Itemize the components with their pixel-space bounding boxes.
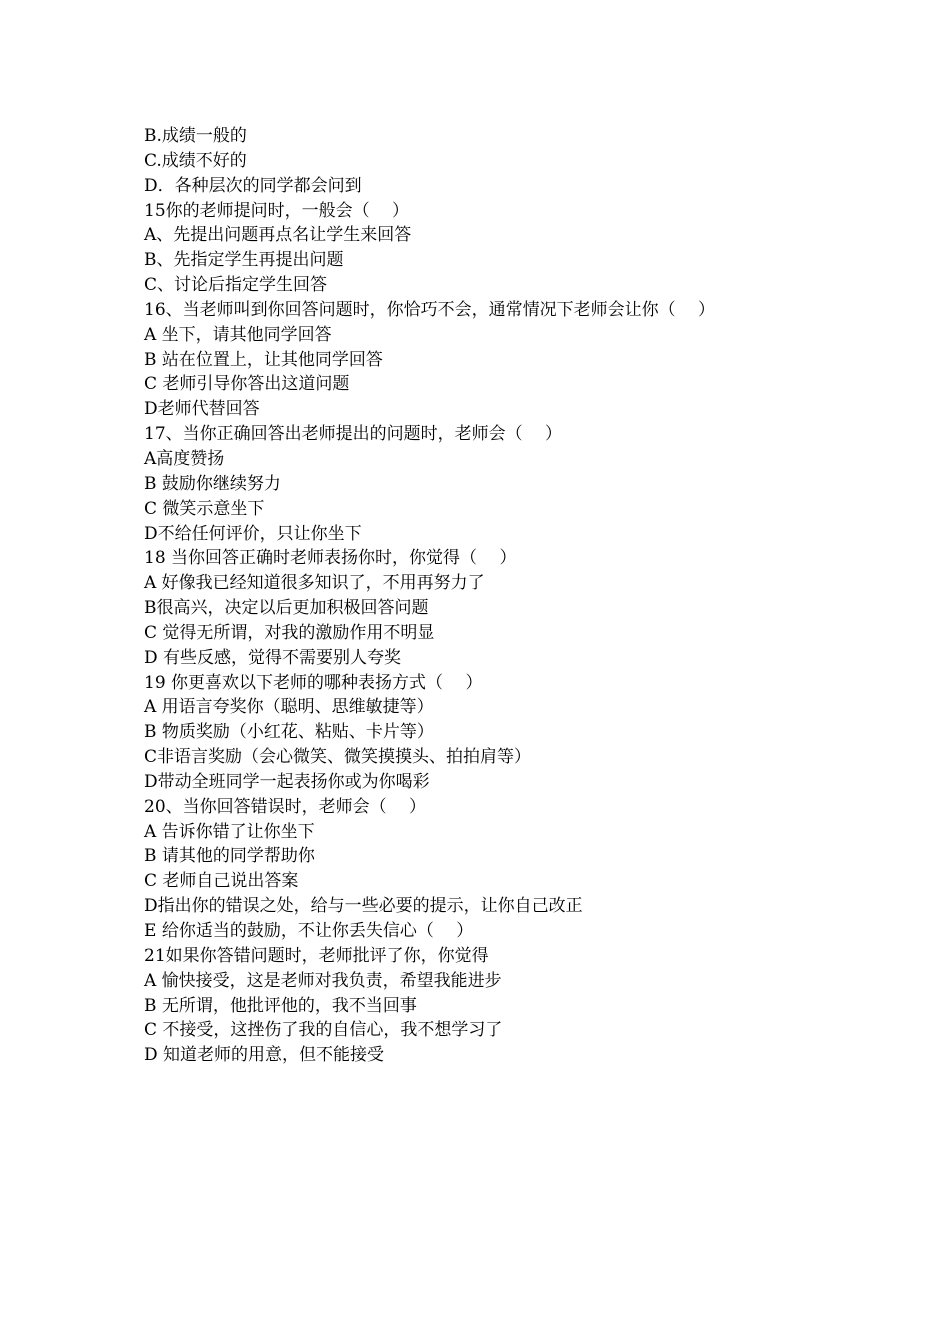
text-line: C 觉得无所谓，对我的激励作用不明显 bbox=[144, 622, 435, 643]
text-line: A、先提出问题再点名让学生来回答 bbox=[144, 225, 412, 246]
question-line: 16、当老师叫到你回答问题时，你恰巧不会，通常情况下老师会让你（ ） bbox=[144, 299, 716, 320]
text-line: A 愉快接受，这是老师对我负责，希望我能进步 bbox=[144, 970, 502, 991]
text-line: D 知道老师的用意，但不能接受 bbox=[144, 1045, 385, 1066]
question-line: 20、当你回答错误时，老师会（ ） bbox=[144, 796, 427, 817]
text-line: B 鼓励你继续努力 bbox=[144, 473, 281, 494]
questionnaire-text bbox=[144, 124, 824, 1068]
question-line: 19 你更喜欢以下老师的哪种表扬方式（ ） bbox=[144, 672, 483, 693]
text-line: C 微笑示意坐下 bbox=[144, 498, 265, 519]
text-line: C.成绩不好的 bbox=[144, 150, 247, 171]
question-line: 17、当你正确回答出老师提出的问题时，老师会（ ） bbox=[144, 424, 563, 445]
text-line: A 坐下，请其他同学回答 bbox=[144, 324, 332, 345]
text-line: C 老师引导你答出这道问题 bbox=[144, 374, 350, 395]
text-line: D指出你的错误之处，给与一些必要的提示，让你自己改正 bbox=[144, 896, 583, 917]
text-line: B很高兴，决定以后更加积极回答问题 bbox=[144, 598, 429, 619]
text-line: B、先指定学生再提出问题 bbox=[144, 250, 344, 271]
text-line: B 物质奖励（小红花、粘贴、卡片等） bbox=[144, 722, 434, 743]
text-line: A 用语言夸奖你（聪明、思维敏捷等） bbox=[144, 697, 434, 718]
text-line: B 无所谓，他批评他的，我不当回事 bbox=[144, 995, 417, 1016]
text-line: B 请其他的同学帮助你 bbox=[144, 846, 315, 867]
text-line: B 站在位置上，让其他同学回答 bbox=[144, 349, 383, 370]
text-line: D不给任何评价，只让你坐下 bbox=[144, 523, 362, 544]
text-line: A 好像我已经知道很多知识了，不用再努力了 bbox=[144, 573, 485, 594]
text-line: D老师代替回答 bbox=[144, 399, 260, 420]
text-line: C非语言奖励（会心微笑、微笑摸摸头、拍拍肩等） bbox=[144, 747, 532, 768]
text-line: D 有些反感，觉得不需要别人夸奖 bbox=[144, 647, 402, 668]
text-line: A 告诉你错了让你坐下 bbox=[144, 821, 315, 842]
text-line: E 给你适当的鼓励，不让你丢失信心（ ） bbox=[144, 921, 474, 941]
text-line: C 老师自己说出答案 bbox=[144, 871, 299, 892]
text-line: C、讨论后指定学生回答 bbox=[144, 275, 328, 296]
question-line: 21如果你答错问题时，老师批评了你，你觉得 bbox=[144, 945, 489, 966]
text-line: D带动全班同学一起表扬你或为你喝彩 bbox=[144, 771, 430, 792]
question-line: 18 当你回答正确时老师表扬你时，你觉得（ ） bbox=[144, 548, 517, 569]
text-line: A高度赞扬 bbox=[144, 448, 225, 469]
question-line: 15你的老师提问时，一般会（ ） bbox=[144, 200, 410, 221]
text-line: B.成绩一般的 bbox=[144, 126, 247, 146]
text-line: D．各种层次的同学都会问到 bbox=[144, 175, 362, 196]
text-line: C 不接受，这挫伤了我的自信心，我不想学习了 bbox=[144, 1020, 503, 1041]
